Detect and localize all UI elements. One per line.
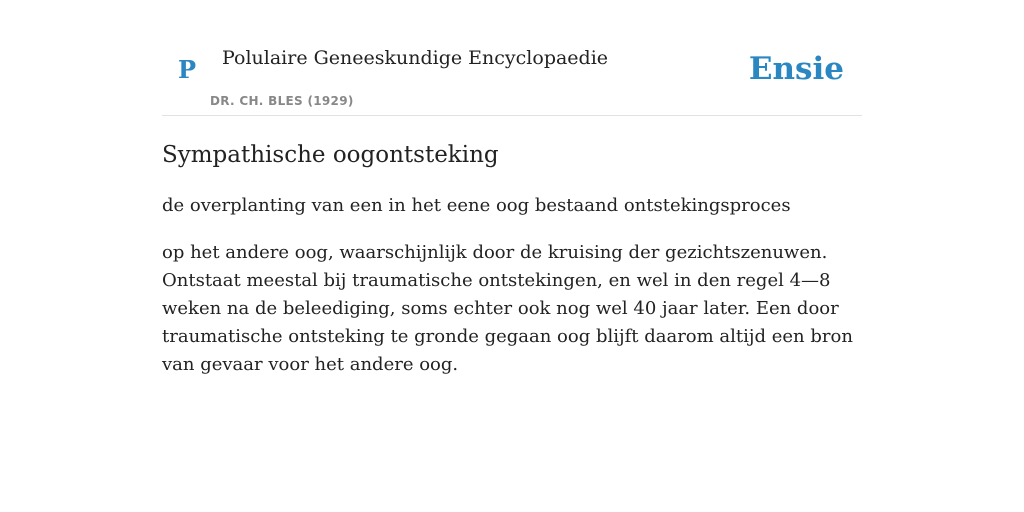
entry-body: op het andere oog, waarschijnlijk door de kruising der gezichtszenuwen. Ontstaat meestal bij traumatische ontstekingen, en wel in den regel 4—8 weken na de beleediging, soms echter ook nog wel 40 jaar later. Een door traumatische ontsteking te gronde gegaan oog blijft daarom altijd een bron van gevaar voor het andere oog. bbox=[162, 242, 853, 375]
book-author: DR. CH. BLES (1929) bbox=[210, 94, 354, 108]
book-logo-letter[interactable]: P bbox=[178, 55, 197, 84]
book-title-link[interactable]: Polulaire Geneeskundige Encyclopaedie bbox=[222, 47, 609, 69]
ensie-logo[interactable]: Ensie bbox=[748, 51, 844, 87]
entry-summary: de overplanting van een in het eene oog bestaand ontstekingsproces bbox=[162, 195, 791, 216]
book-header bbox=[162, 0, 862, 116]
entry-title: Sympathische oogontsteking bbox=[162, 142, 499, 168]
entry-card bbox=[162, 0, 862, 375]
